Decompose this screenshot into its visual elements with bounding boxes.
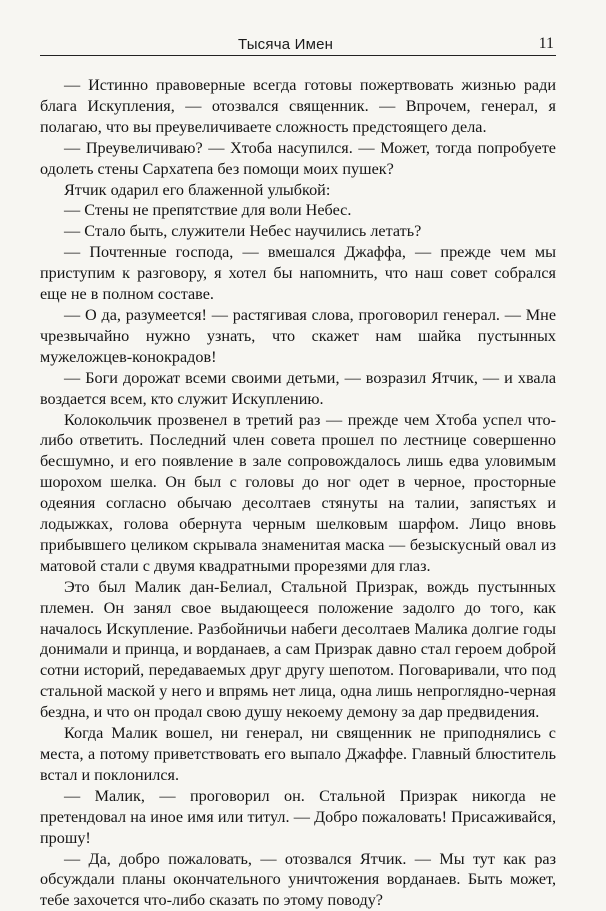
paragraph: — Преувеличиваю? — Хтоба насупился. — Может, тогда попробуете одолеть стены Сархатепа без помощи моих пушек?: [40, 138, 556, 178]
running-title: Тысяча Имен: [238, 36, 334, 53]
paragraph: — Почтенные господа, — вмешался Джаффа, — прежде чем мы приступим к разговору, я хотел бы напомнить, что наш совет собрался еще не в полном составе.: [40, 243, 556, 304]
paragraph: — Истинно правоверные всегда готовы пожертвовать жизнью ради блага Искупления, — отозвался священник. — Впрочем, генерал, я полагаю, что вы преувеличиваете сложность предстоящего дела.: [40, 76, 556, 136]
paragraph: — Боги дорожат всеми своими детьми, — возразил Ятчик, — и хвала воздается всем, кто служит Искуплению.: [40, 368, 556, 408]
paragraph: Когда Малик вошел, ни генерал, ни священник не приподнялись с места, а потому приветствовать его выпало Джаффе. Главный блюститель встал и поклонился.: [40, 724, 556, 784]
paragraph: Это был Малик дан-Белиал, Стальной Призрак, вождь пустынных племен. Он занял свое выдающееся положение задолго до того, как началось Искупление. Разбойничьи набеги десолтаев Малика долгие годы донимали и принца, и ворданаев, а сам Призрак давно стал героем доброй сотни историй, передаваемых друг другу шепотом. Поговаривали, что под стальной маской у него и впрямь нет лица, одна лишь непроглядно-черная бездна, и что он продал свою душу некоему демону за дар предвидения.: [40, 577, 556, 722]
paragraph: — О да, разумеется! — растягивая слова, проговорил генерал. — Мне чрезвычайно нужно узнать, что скажет нам шайка пустынных мужеложцев-конокрадов!: [40, 305, 556, 366]
paragraph: — Стало быть, служители Небес научились летать?: [64, 222, 422, 241]
page-number: 11: [538, 35, 554, 52]
paragraph: — Малик, — проговорил он. Стальной Призрак никогда не претендовал на иное имя или титул. — Добро пожаловать! Присаживайся, прошу!: [40, 786, 556, 847]
body-text: [40, 75, 556, 911]
paragraph: Ятчик одарил его блаженной улыбкой:: [64, 180, 331, 199]
paragraph: — Стены не препятствие для воли Небес.: [64, 201, 352, 220]
paragraph: Колокольчик прозвенел в третий раз — прежде чем Хтоба успел что-либо ответить. Последний член совета прошел по лестнице совершенно бесшумно, и его появление в зале сопровождалось лишь едва уловимым шорохом шелка. Он был с головы до ног одет в черное, просторные одеяния согласно обычаю десолтаев стянуты на талии, запястьях и лодыжках, голова обернута черным шелковым шарфом. Лицо вновь прибывшего целиком скрывала знаменитая маска — безыскусный овал из матовой стали с двумя квадратными прорезями для глаз.: [40, 410, 556, 575]
page-header: [40, 33, 556, 56]
paragraph: — Да, добро пожаловать, — отозвался Ятчик. — Мы тут как раз обсуждали планы окончательного уничтожения ворданаев. Быть может, тебе захочется что-либо сказать по этому поводу?: [40, 849, 556, 910]
